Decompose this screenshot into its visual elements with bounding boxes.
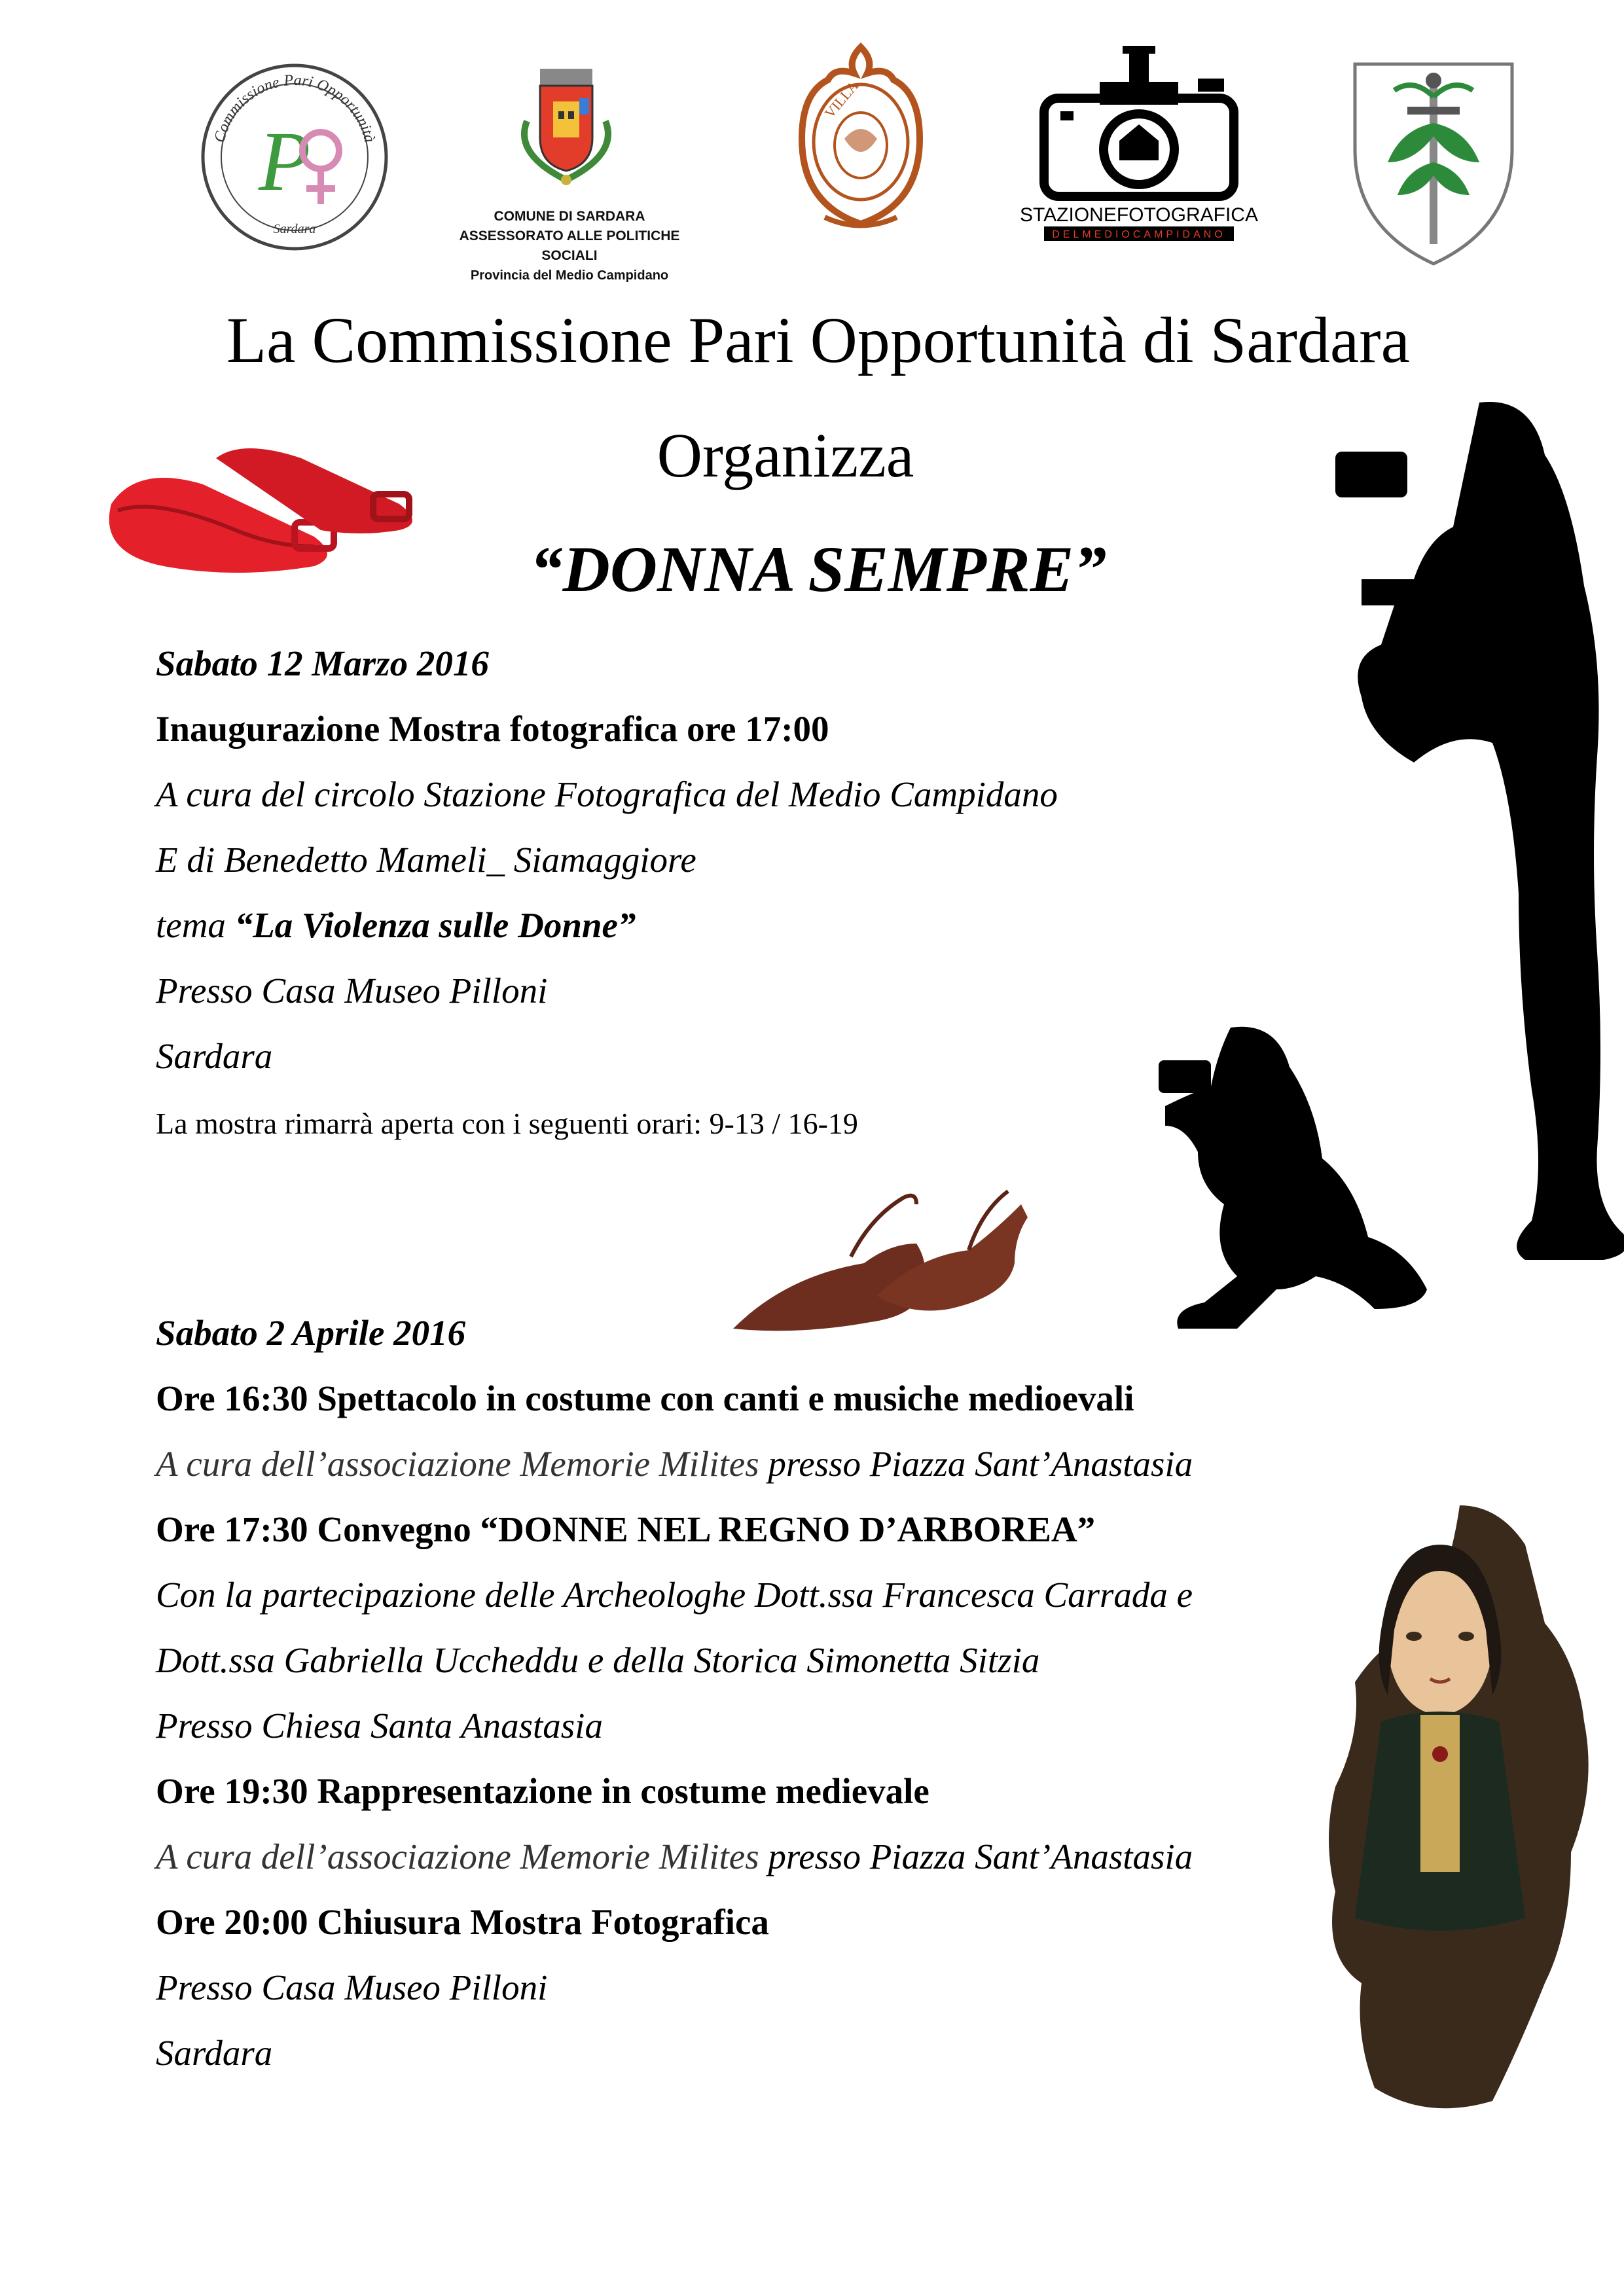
section2-item1: Ore 16:30 Spettacolo in costume con canti e musiche medioevali bbox=[156, 1378, 1134, 1418]
section1-author: E di Benedetto Mameli_ Siamaggiore bbox=[156, 840, 696, 880]
comune-caption-line-3: Provincia del Medio Campidano bbox=[470, 268, 669, 283]
section2-item2-line1: Con la partecipazione delle Archeologhe Dott.ssa Francesca Carrada e bbox=[156, 1575, 1193, 1615]
section2-item4-venue: Presso Casa Museo Pilloni bbox=[156, 1967, 548, 2007]
section1-theme-prefix: tema bbox=[156, 905, 235, 945]
comune-caption bbox=[432, 207, 707, 285]
section2-item1-curated: A cura dell’associazione Memorie Milites bbox=[156, 1444, 759, 1484]
section2-item2: Ore 17:30 Convegno “DONNE NEL REGNO D’ARBOREA” bbox=[156, 1509, 1096, 1549]
event-title: “DONNA SEMPRE” bbox=[530, 533, 1107, 605]
section1-theme-title: “La Violenza sulle Donne” bbox=[234, 905, 636, 945]
commissione-logo bbox=[196, 59, 393, 255]
section2-item1-place: presso Piazza Sant’Anastasia bbox=[759, 1444, 1193, 1484]
section1-curated: A cura del circolo Stazione Fotografica del Medio Campidano bbox=[156, 774, 1058, 814]
section2-item1-detail bbox=[156, 1443, 1193, 1484]
section2-date: Sabato 2 Aprile 2016 bbox=[156, 1313, 466, 1353]
section2-item2-venue: Presso Chiesa Santa Anastasia bbox=[156, 1706, 603, 1746]
comune-caption-line-2: ASSESSORATO ALLE POLITICHE SOCIALI bbox=[459, 228, 680, 263]
commissione-logo-text: Commissione Pari Opportunità bbox=[211, 71, 378, 145]
memorie-milites-shield-logo bbox=[1348, 58, 1519, 267]
stazione-logo-sub: DELMEDIOCAMPIDANO bbox=[1052, 229, 1226, 240]
villa-seal-logo bbox=[785, 41, 936, 237]
kneeling-photographer-silhouette bbox=[1152, 1021, 1440, 1348]
section1-hours: La mostra rimarrà aperta con i seguenti orari: 9-13 / 16-19 bbox=[156, 1107, 858, 1140]
section2-item4: Ore 20:00 Chiusura Mostra Fotografica bbox=[156, 1902, 769, 1942]
section2-item3-curated: A cura dell’associazione Memorie Milites bbox=[156, 1837, 759, 1876]
sardinia-portrait-image bbox=[1283, 1499, 1597, 2114]
comune-caption-line-1: COMUNE DI SARDARA bbox=[494, 209, 645, 224]
section2-item3-place: presso Piazza Sant’Anastasia bbox=[759, 1837, 1193, 1876]
stazione-fotografica-logo bbox=[1020, 46, 1258, 242]
section2-item4-town: Sardara bbox=[156, 2033, 273, 2073]
section1-theme bbox=[156, 905, 636, 946]
medieval-shoes-image bbox=[720, 1165, 1034, 1335]
commissione-logo-bottom: Sardara bbox=[273, 222, 316, 236]
section2-item2-line2: Dott.ssa Gabriella Uccheddu e della Storica Simonetta Sitzia bbox=[156, 1640, 1040, 1680]
stazione-logo-name: STAZIONEFOTOGRAFICA bbox=[1020, 204, 1258, 226]
svg-text:P: P bbox=[259, 115, 311, 209]
section1-venue: Presso Casa Museo Pilloni bbox=[156, 971, 548, 1011]
villa-seal-text: VILLA bbox=[821, 77, 862, 122]
page-title: La Commissione Pari Opportunità di Sardara bbox=[226, 304, 1410, 376]
section2-item3-detail bbox=[156, 1836, 1193, 1877]
red-shoes-image bbox=[98, 425, 425, 596]
section1-headline: Inaugurazione Mostra fotografica ore 17:00 bbox=[156, 709, 829, 749]
comune-crest-logo bbox=[501, 62, 632, 190]
page-subtitle: Organizza bbox=[657, 420, 914, 490]
section1-town: Sardara bbox=[156, 1036, 273, 1076]
section2-item3: Ore 19:30 Rappresentazione in costume medievale bbox=[156, 1771, 929, 1811]
section1-date: Sabato 12 Marzo 2016 bbox=[156, 643, 489, 683]
